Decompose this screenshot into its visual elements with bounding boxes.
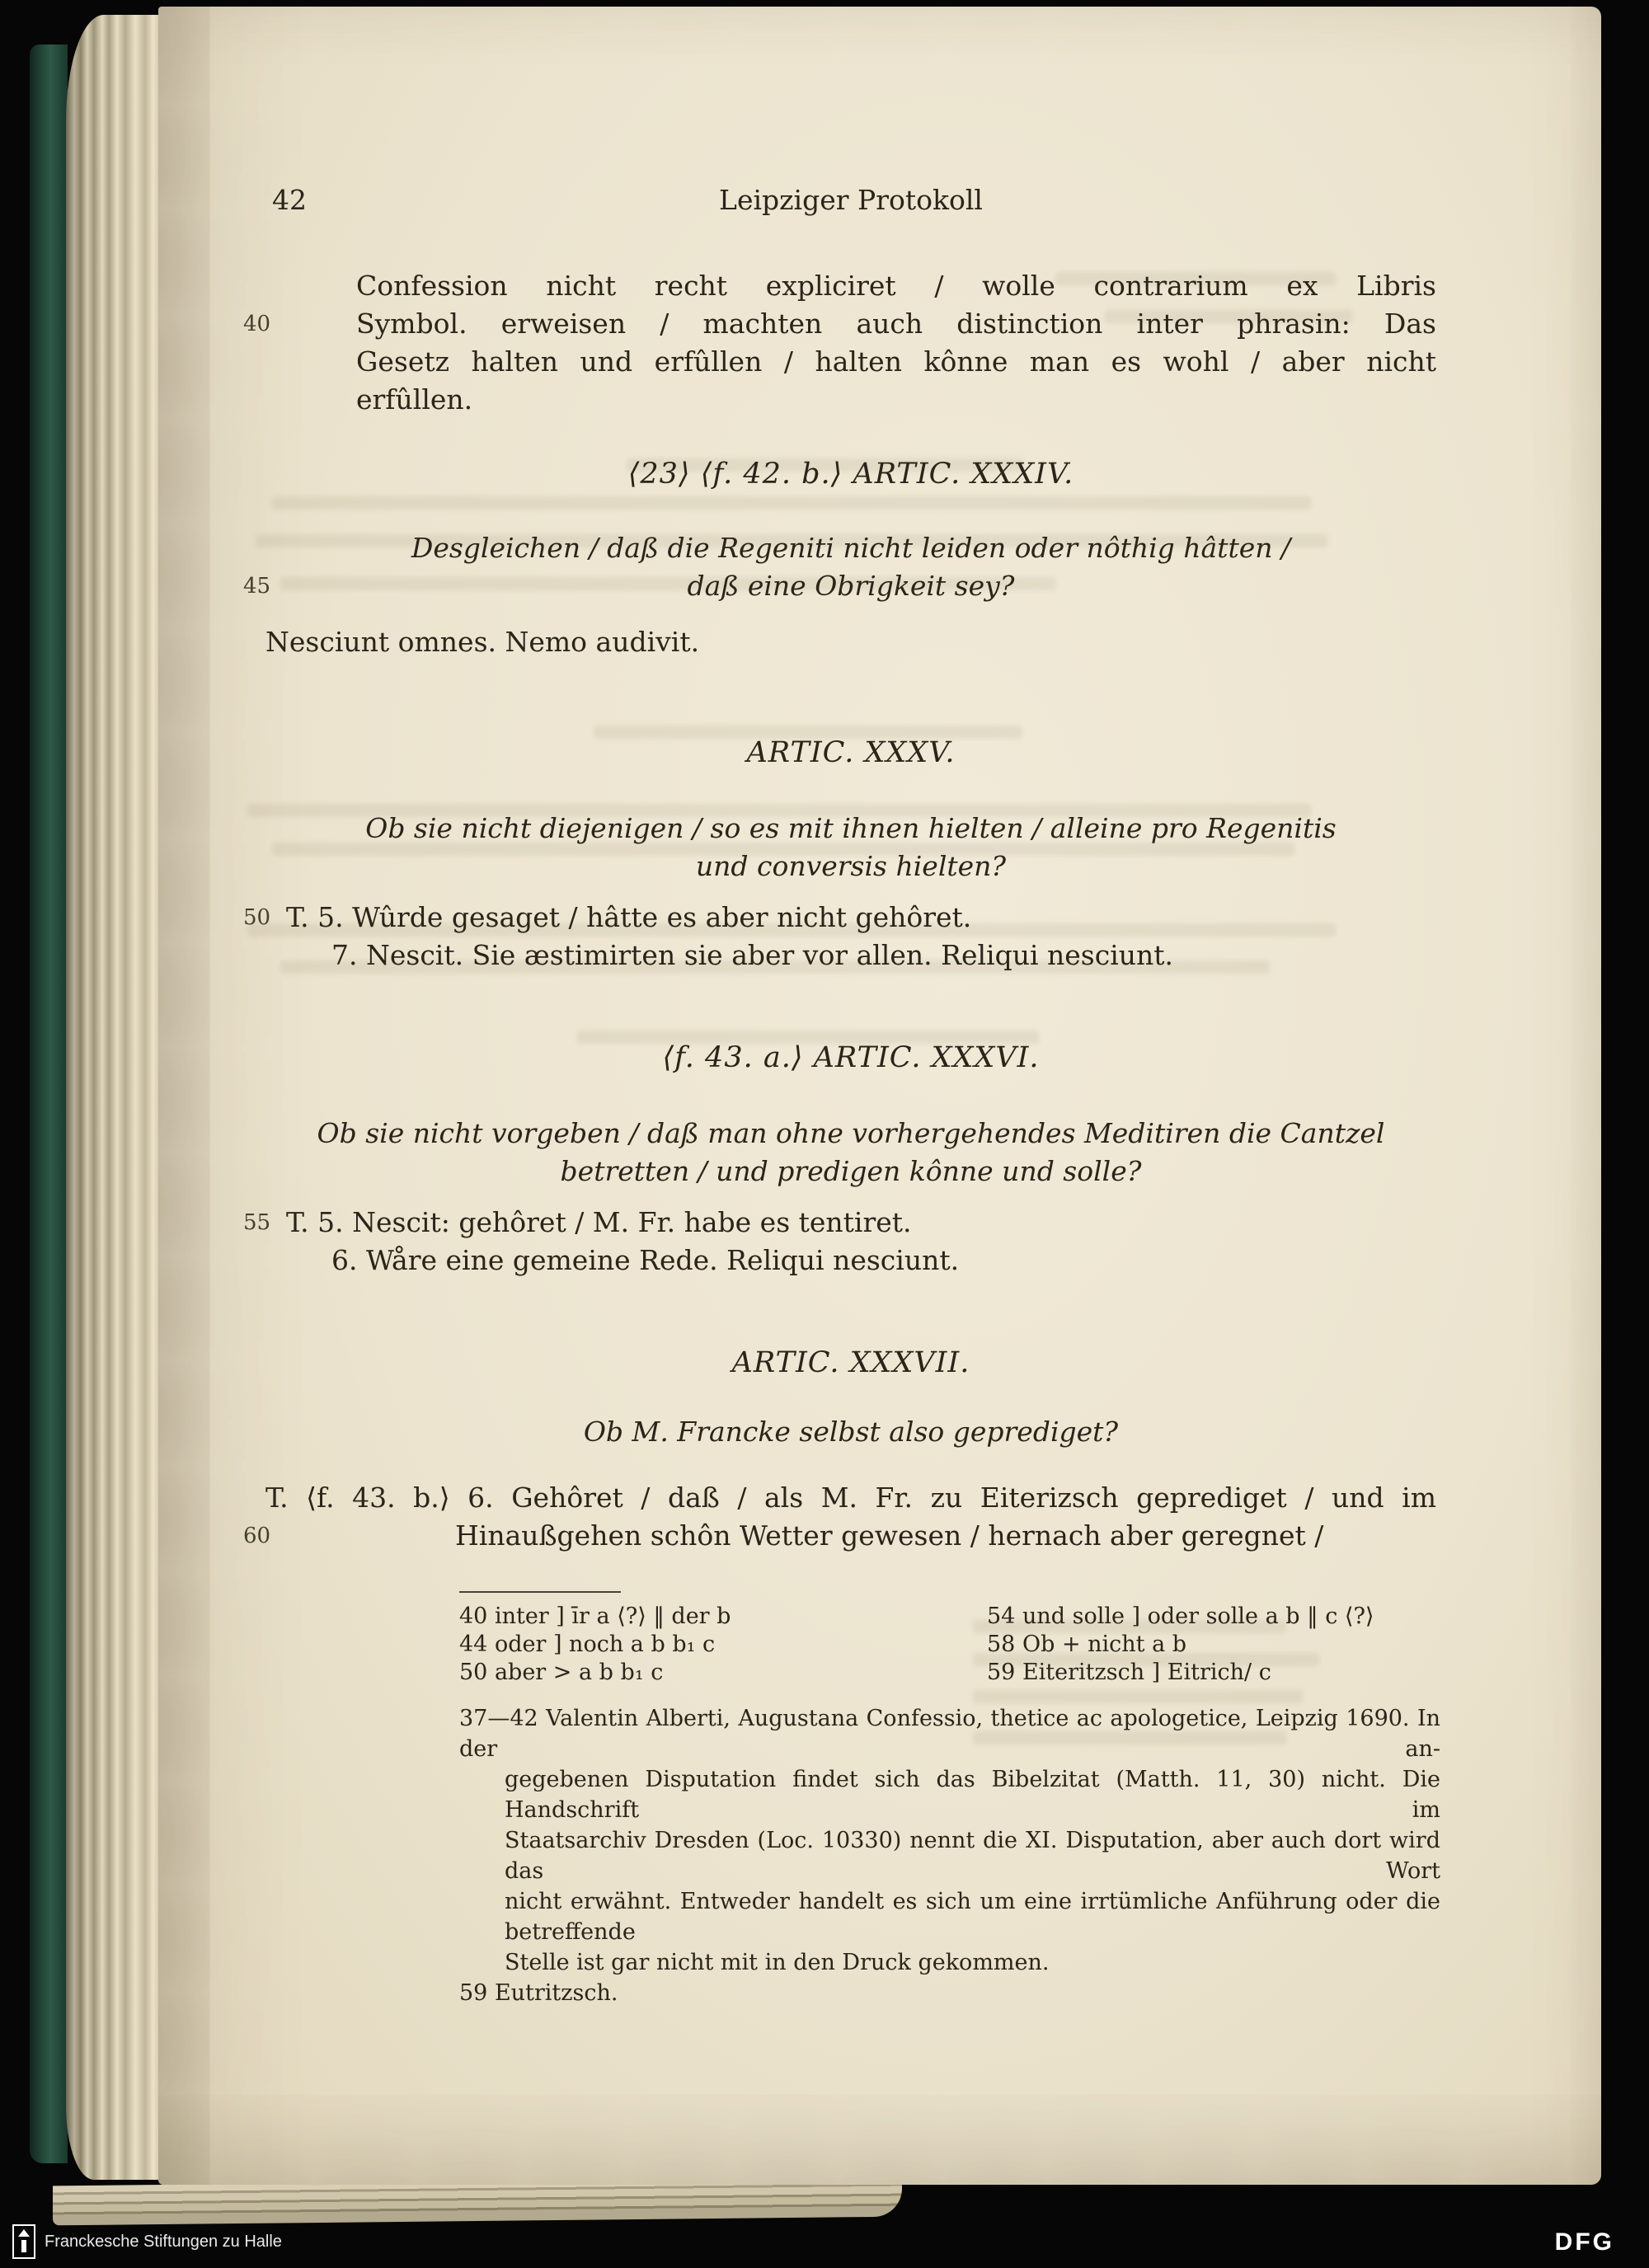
text-line: Ob sie nicht vorgeben / daß man ohne vorhergehendes Meditiren die Cantzel (317, 1117, 1385, 1149)
text-line-content: Hinaußgehen schôn Wetter gewesen / hernach aber geregnet / (455, 1519, 1324, 1552)
footnote-line: 37—42 Valentin Alberti, Augustana Confessio, thetice ac apologetice, Leipzig 1690. In der an- (459, 1706, 1440, 1762)
question-artic-35 (265, 810, 1436, 885)
book-page (158, 7, 1601, 2185)
text-line-content: T. 5. Nescit: gehôret / M. Fr. habe es tentiret. (286, 1206, 912, 1238)
margin-line-number-45: 45 (243, 574, 271, 599)
answer-artic-37 (243, 1479, 1436, 1555)
text-line: 7. Nescit. Sie æstimirten sie aber vor allen. Reliqui nesciunt. (331, 939, 1174, 971)
text-line: betretten / und predigen kônne und solle? (560, 1155, 1142, 1187)
apparatus-entry: 50 aber > a b b₁ c (459, 1660, 664, 1685)
question-artic-37 (265, 1413, 1436, 1451)
text-line (243, 567, 1436, 605)
heading-artic-34: ⟨23⟩ ⟨f. 42. b.⟩ ARTIC. XXXIV. (627, 458, 1074, 491)
heading-artic-36: ⟨f. 43. a.⟩ ARTIC. XXXVI. (662, 1041, 1040, 1074)
archive-credit-label: Franckesche Stiftungen zu Halle (45, 2232, 282, 2251)
text-line (243, 305, 1436, 343)
francke-stiftungen-logo (12, 2223, 36, 2260)
text-line: Nesciunt omnes. Nemo audivit. (265, 626, 700, 658)
text-line-content: Symbol. erweisen / machten auch distinction inter phrasin: Das (356, 308, 1436, 340)
text-line: erfûllen. (356, 383, 473, 416)
text-line (243, 899, 1436, 937)
answer-artic-34 (265, 623, 1436, 661)
text-column (243, 7, 1440, 2008)
margin-line-number-40: 40 (243, 312, 271, 336)
apparatus-entry: 59 Eiteritzsch ] Eitrich/ c (987, 1660, 1271, 1685)
text-line: Desgleichen / daß die Regeniti nicht leiden oder nôthig hâtten / (411, 532, 1291, 564)
apparatus-entry: 40 inter ] īr a ⟨?⟩ ‖ der b (459, 1604, 731, 1629)
running-head (265, 181, 1436, 219)
question-artic-36 (265, 1115, 1436, 1190)
apparatus-criticus (459, 1603, 1440, 1687)
dfg-logo: DFG (1554, 2228, 1614, 2256)
footnote-separator-rule (459, 1591, 621, 1593)
text-line: Ob sie nicht diejenigen / so es mit ihnen hielten / alleine pro Regenitis (365, 812, 1337, 844)
footnote-eutritzsch: 59 Eutritzsch. (459, 1980, 618, 2006)
text-line: und conversis hielten? (695, 850, 1007, 882)
text-line: 6. Wåre eine gemeine Rede. Reliqui nesciunt. (331, 1244, 960, 1276)
text-line: Gesetz halten und erfûllen / halten kônne man es wohl / aber nicht (356, 345, 1436, 378)
apparatus-entry: 54 und solle ] oder solle a b ‖ c ⟨?⟩ (987, 1604, 1374, 1629)
answer-artic-36 (243, 1204, 1436, 1280)
text-line (243, 1204, 1436, 1242)
answer-artic-35 (243, 899, 1436, 974)
footnote-line: gegebenen Disputation findet sich das Bibelzitat (Matth. 11, 30) nicht. Die Handschrift im (505, 1767, 1440, 1823)
apparatus-entry: 44 oder ] noch a b b₁ c (459, 1632, 716, 1657)
footnote-line: Staatsarchiv Dresden (Loc. 10330) nennt die XI. Disputation, aber auch dort wird das Wort (505, 1828, 1440, 1884)
margin-line-number-50: 50 (243, 905, 271, 930)
commentary-footnote (459, 1703, 1440, 1978)
margin-line-number-60: 60 (243, 1524, 271, 1548)
apparatus-entry: 58 Ob + nicht a b (987, 1632, 1187, 1657)
text-line: Confession nicht recht expliciret / wolle contrarium ex Libris (356, 270, 1436, 302)
footnote-line: nicht erwähnt. Entweder handelt es sich um eine irrtümliche Anführung oder die betreffende (505, 1889, 1440, 1945)
text-line-content: daß eine Obrigkeit sey? (687, 570, 1015, 602)
footnote-line: Stelle ist gar nicht mit in den Druck gekommen. (505, 1950, 1050, 1975)
paragraph-confession (243, 267, 1436, 419)
page-edge-stack-left (66, 15, 158, 2180)
heading-artic-37: ARTIC. XXXVII. (731, 1346, 970, 1379)
question-artic-34 (243, 529, 1436, 605)
page-number: 42 (272, 184, 307, 216)
text-line: T. ⟨f. 43. b.⟩ 6. Gehôret / daß / als M. Fr. zu Eiterizsch geprediget / und im (265, 1481, 1436, 1514)
margin-line-number-55: 55 (243, 1210, 271, 1235)
text-line: Ob M. Francke selbst also geprediget? (583, 1416, 1119, 1448)
text-line-content: T. 5. Wûrde gesaget / hâtte es aber nicht gehôret. (286, 901, 972, 933)
text-line (243, 1517, 1436, 1555)
archive-credit (12, 2223, 282, 2260)
book-spine (30, 45, 68, 2163)
running-title: Leipziger Protokoll (719, 184, 983, 216)
heading-artic-35: ARTIC. XXXV. (746, 736, 956, 769)
